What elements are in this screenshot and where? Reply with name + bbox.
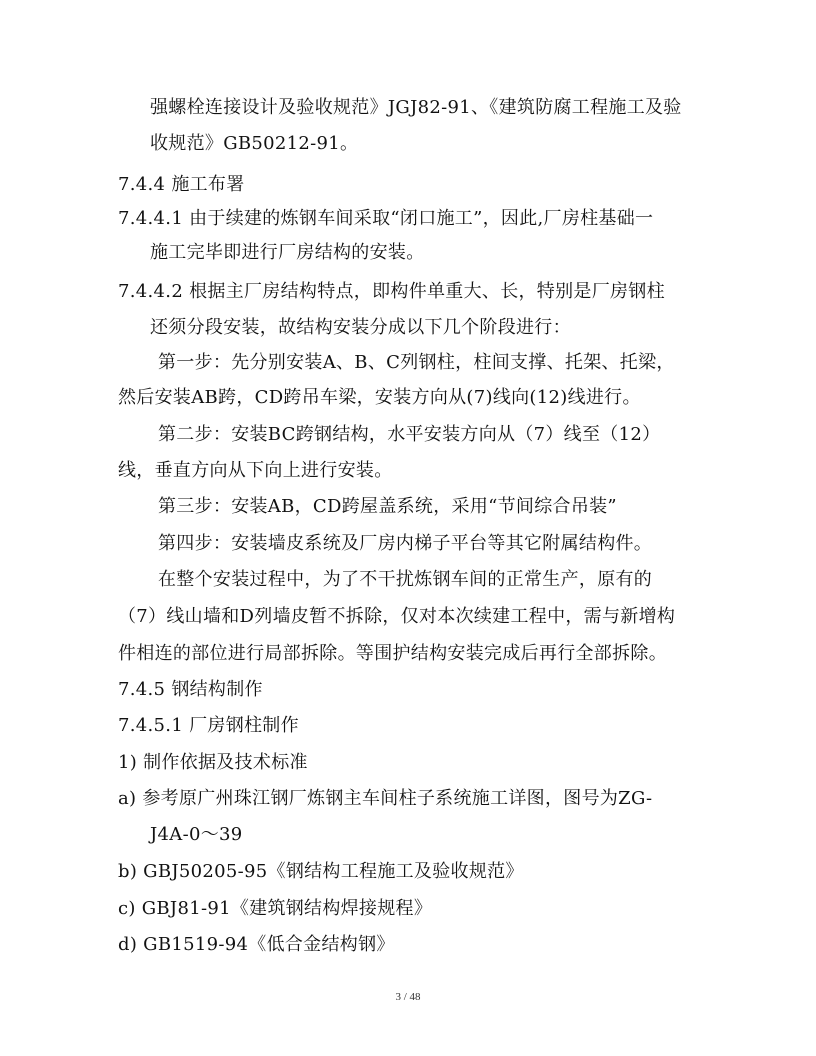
text-line: 第一步：先分别安装A、B、C列钢柱，柱间支撑、托架、托梁， <box>158 352 675 373</box>
text-line: 在整个安装过程中，为了不干扰炼钢车间的正常生产，原有的 <box>158 569 653 590</box>
text-line: 第二步：安装BC跨钢结构，水平安装方向从（7）线至（12） <box>158 424 661 445</box>
section-heading: 7.4.4 施工布署 <box>118 174 245 195</box>
text-line: 施工完毕即进行厂房结构的安装。 <box>150 242 425 263</box>
text-line: 线，垂直方向从下向上进行安装。 <box>118 460 393 481</box>
text-line: 然后安装AB跨，CD跨吊车梁，安装方向从(7)线向(12)线进行。 <box>118 387 641 408</box>
text-line: 第四步：安装墙皮系统及厂房内梯子平台等其它附属结构件。 <box>158 533 653 554</box>
list-item: a) 参考原广州珠江钢厂炼钢主车间柱子系统施工详图，图号为ZG- <box>118 788 653 809</box>
section-heading: 7.4.5 钢结构制作 <box>118 679 263 700</box>
list-item: d) GB1519-94《低合金结构钢》 <box>118 934 395 955</box>
text-line: 件相连的部位进行局部拆除。等围护结构安装完成后再行全部拆除。 <box>118 643 667 664</box>
page-number: 3 / 48 <box>395 991 421 1003</box>
text-line: （7）线山墙和D列墙皮暂不拆除，仅对本次续建工程中，需与新增构 <box>118 606 676 627</box>
text-line: 7.4.4.2 根据主厂房结构特点，即构件单重大、长，特别是厂房钢柱 <box>118 281 665 302</box>
section-heading: 7.4.5.1 厂房钢柱制作 <box>118 715 299 736</box>
text-line: 强螺栓连接设计及验收规范》JGJ82-91、《建筑防腐工程施工及验 <box>150 97 682 118</box>
text-line: 还须分段安装，故结构安装分成以下几个阶段进行： <box>150 317 571 338</box>
list-item: 1) 制作依据及技术标准 <box>118 752 308 773</box>
list-item: c) GBJ81-91《建筑钢结构焊接规程》 <box>118 898 433 919</box>
text-line: 第三步：安装AB，CD跨屋盖系统，采用“节间综合吊装” <box>158 496 617 517</box>
text-line: 收规范》GB50212-91。 <box>150 133 359 154</box>
text-line: 7.4.4.1 由于续建的炼钢车间采取“闭口施工”，因此,厂房柱基础一 <box>118 208 654 229</box>
list-item: J4A-0～39 <box>150 824 243 845</box>
list-item: b) GBJ50205-95《钢结构工程施工及验收规范》 <box>118 861 524 882</box>
